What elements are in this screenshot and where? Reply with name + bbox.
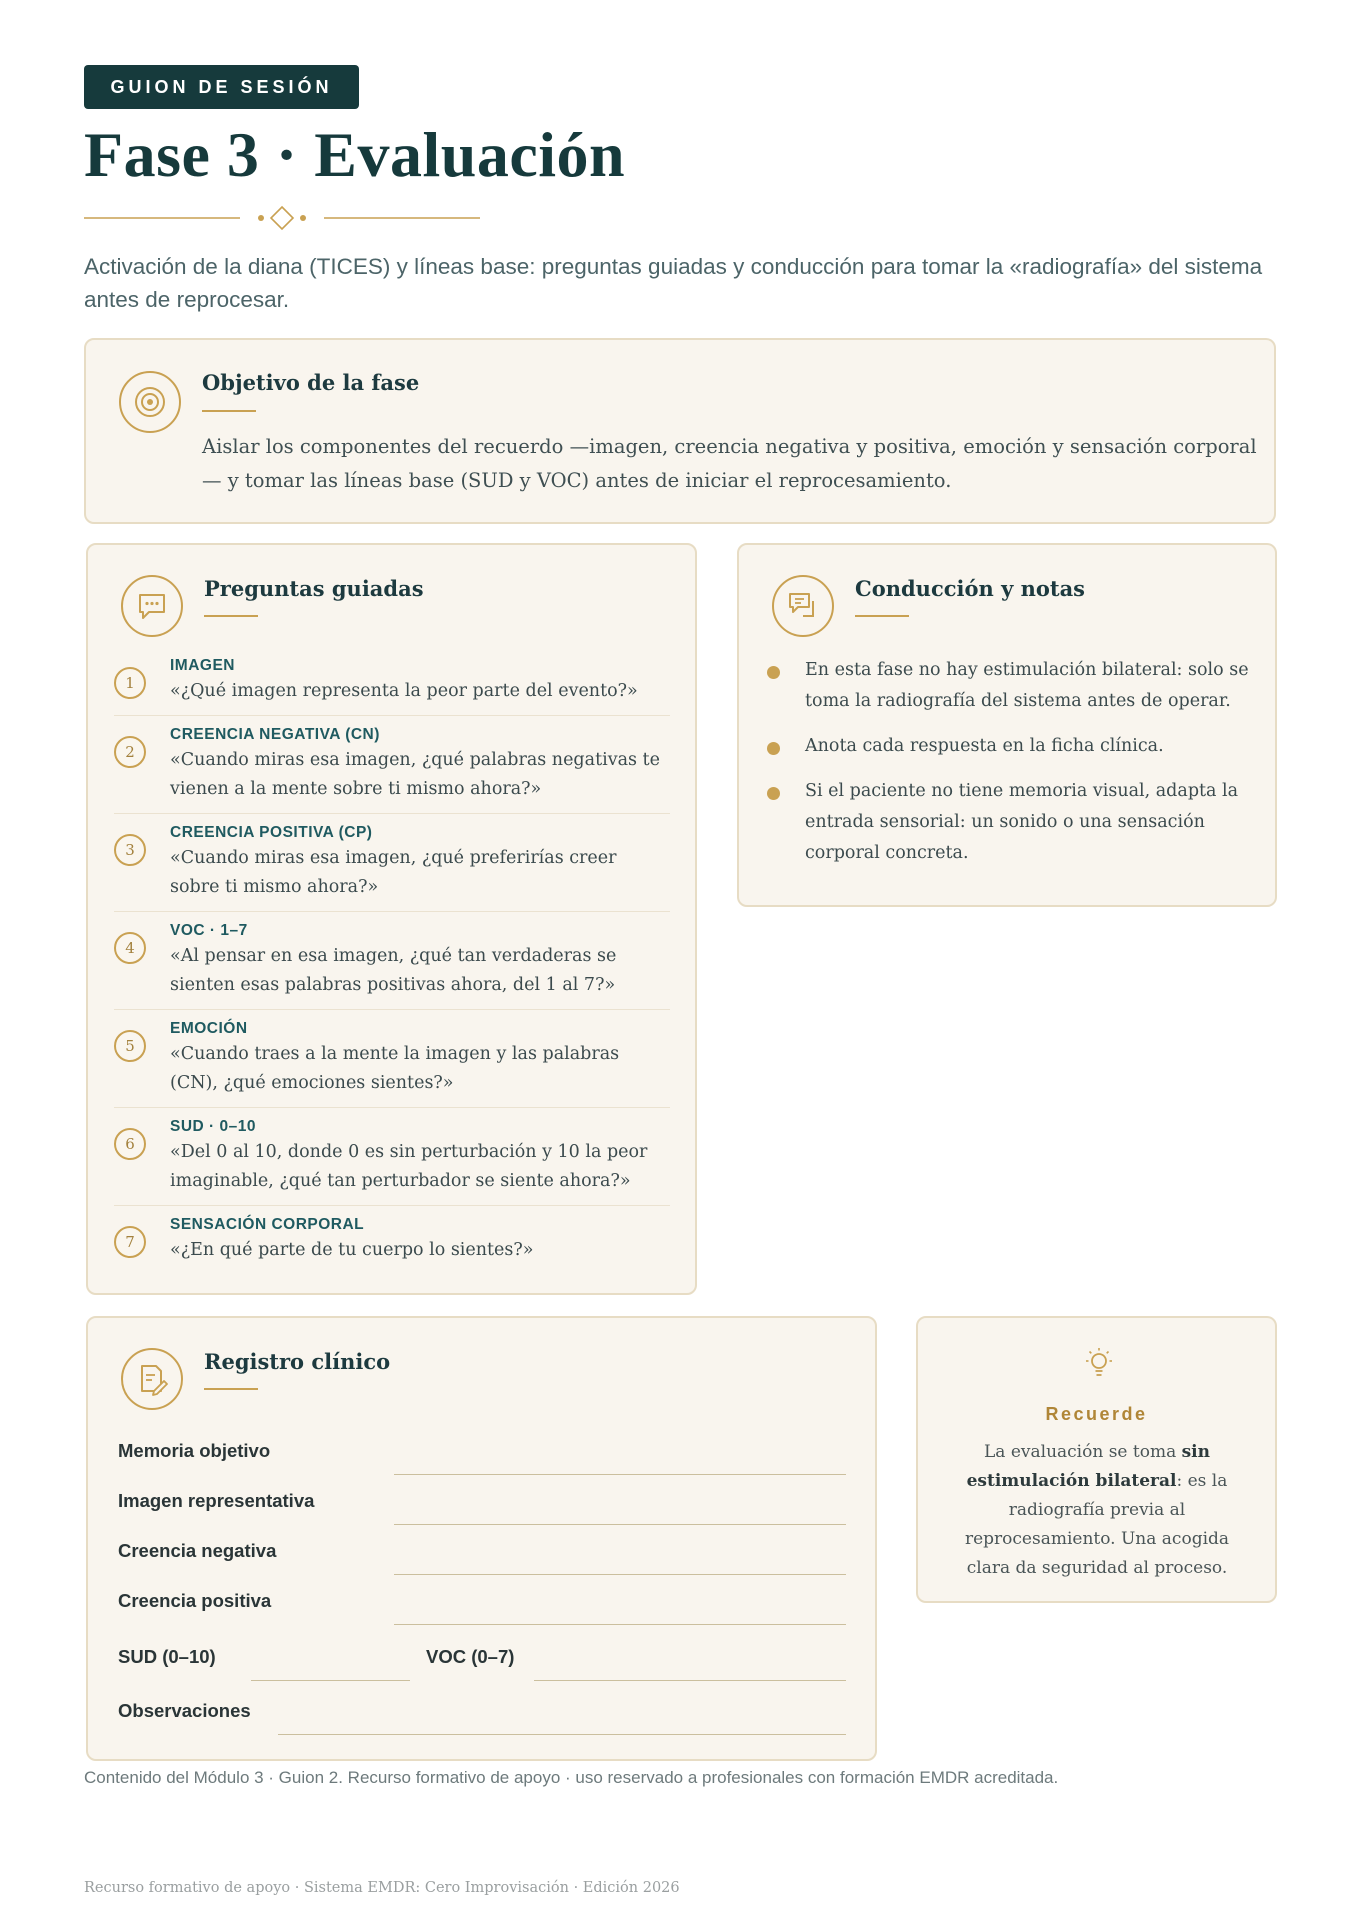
image-field[interactable] [394, 1524, 846, 1525]
remember-text-bold: sin estimulación bilateral [966, 1442, 1210, 1491]
note-item [767, 655, 1257, 717]
question-text: «Del 0 al 10, donde 0 es sin perturbación y 10 la peor imaginable, ¿qué tan perturbador se siente ahora?» [170, 1142, 648, 1191]
note-text: Anota cada respuesta en la ficha clínica. [805, 736, 1164, 756]
notes-title: Conducción y notas [855, 576, 1085, 601]
sud-label: SUD (0–10) [118, 1646, 216, 1667]
title-underline [204, 1388, 258, 1390]
question-label: VOC · 1–7 [170, 922, 248, 939]
positive-belief-label: Creencia positiva [118, 1590, 272, 1611]
remember-text-part: La evaluación se toma [984, 1442, 1182, 1462]
question-label: CREENCIA NEGATIVA (CN) [170, 726, 380, 743]
observations-label: Observaciones [118, 1700, 251, 1721]
question-item [114, 1116, 670, 1206]
section-badge: GUION DE SESIÓN [84, 65, 359, 109]
step-number: 3 [114, 834, 146, 866]
remember-card [916, 1316, 1277, 1603]
question-label: EMOCIÓN [170, 1020, 248, 1037]
footnote: Contenido del Módulo 3 · Guion 2. Recurso formativo de apoyo · uso reservado a profesionales con formación EMDR acreditada. [84, 1768, 1059, 1787]
observations-field[interactable] [278, 1734, 846, 1735]
question-text: «Cuando miras esa imagen, ¿qué preferirías creer sobre ti mismo ahora?» [170, 848, 617, 897]
target-icon [119, 371, 181, 433]
step-number: 6 [114, 1128, 146, 1160]
questions-list [114, 653, 670, 1282]
question-item [114, 1214, 670, 1274]
negative-belief-field[interactable] [394, 1574, 846, 1575]
sud-field[interactable] [251, 1680, 410, 1681]
question-item [114, 822, 670, 912]
document-edit-icon [121, 1348, 183, 1410]
title-underline [855, 615, 909, 617]
step-number: 5 [114, 1030, 146, 1062]
question-item [114, 1018, 670, 1108]
memory-field[interactable] [394, 1474, 846, 1475]
chat-note-icon [772, 575, 834, 637]
note-text: En esta fase no hay estimulación bilateral: solo se toma la radiografía del sistema antes de operar. [805, 660, 1249, 711]
question-text: «Cuando traes a la mente la imagen y las palabras (CN), ¿qué emociones sientes?» [170, 1044, 620, 1093]
notes-card [737, 543, 1277, 907]
question-item [114, 920, 670, 1010]
objective-text: Aislar los componentes del recuerdo —imagen, creencia negativa y positiva, emoción y sensación corporal— y tomar las líneas base (SUD y VOC) antes de iniciar el reprocesamiento. [202, 435, 1257, 492]
clinical-record-card [86, 1316, 877, 1761]
question-label: CREENCIA POSITIVA (CP) [170, 824, 373, 841]
step-number: 4 [114, 932, 146, 964]
question-text: «Cuando miras esa imagen, ¿qué palabras negativas te vienen a la mente sobre ti mismo ahora?» [170, 750, 660, 799]
title-underline [204, 615, 258, 617]
negative-belief-label: Creencia negativa [118, 1540, 277, 1561]
note-item [767, 731, 1257, 762]
positive-belief-field[interactable] [394, 1624, 846, 1625]
remember-text-part: : es la radiografía previa al reprocesamiento. Una acogida clara da seguridad al proceso. [964, 1471, 1230, 1578]
voc-field[interactable] [534, 1680, 846, 1681]
title-underline [202, 410, 256, 412]
step-number: 7 [114, 1226, 146, 1258]
questions-card [86, 543, 697, 1295]
question-text: «Al pensar en esa imagen, ¿qué tan verdaderas se sienten esas palabras positivas ahora, del 1 al 7?» [170, 946, 617, 995]
remember-title: Recuerde [1045, 1404, 1148, 1424]
ornament-divider [84, 204, 480, 232]
page-title: Fase 3 · Evaluación [84, 119, 626, 190]
note-text: Si el paciente no tiene memoria visual, adapta la entrada sensorial: un sonido o una sensación corporal concreta. [805, 781, 1239, 863]
page-footer: Recurso formativo de apoyo · Sistema EMDR: Cero Improvisación · Edición 2026 [84, 1880, 680, 1896]
bullet-icon [767, 666, 780, 679]
page-subtitle: Activación de la diana (TICES) y líneas base: preguntas guiadas y conducción para tomar la «radiografía» del sistema antes de reprocesar. [84, 254, 1263, 312]
question-label: SUD · 0–10 [170, 1118, 256, 1135]
bullet-icon [767, 787, 780, 800]
memory-label: Memoria objetivo [118, 1440, 271, 1461]
lightbulb-icon [1081, 1346, 1117, 1382]
question-text: «¿Qué imagen representa la peor parte del evento?» [170, 681, 638, 701]
notes-list [767, 655, 1257, 883]
note-item [767, 776, 1257, 869]
bullet-icon [767, 742, 780, 755]
record-title: Registro clínico [204, 1349, 391, 1374]
question-text: «¿En qué parte de tu cuerpo lo sientes?» [170, 1240, 534, 1260]
step-number: 2 [114, 736, 146, 768]
question-item [114, 655, 670, 716]
question-label: IMAGEN [170, 657, 235, 674]
image-label: Imagen representativa [118, 1490, 315, 1511]
step-number: 1 [114, 667, 146, 699]
remember-text [944, 1438, 1250, 1583]
question-label: SENSACIÓN CORPORAL [170, 1216, 365, 1233]
questions-title: Preguntas guiadas [204, 576, 424, 601]
voc-label: VOC (0–7) [426, 1646, 515, 1667]
objective-title: Objetivo de la fase [202, 370, 420, 395]
question-item [114, 724, 670, 814]
speech-bubble-icon [121, 575, 183, 637]
objective-card [84, 338, 1276, 524]
